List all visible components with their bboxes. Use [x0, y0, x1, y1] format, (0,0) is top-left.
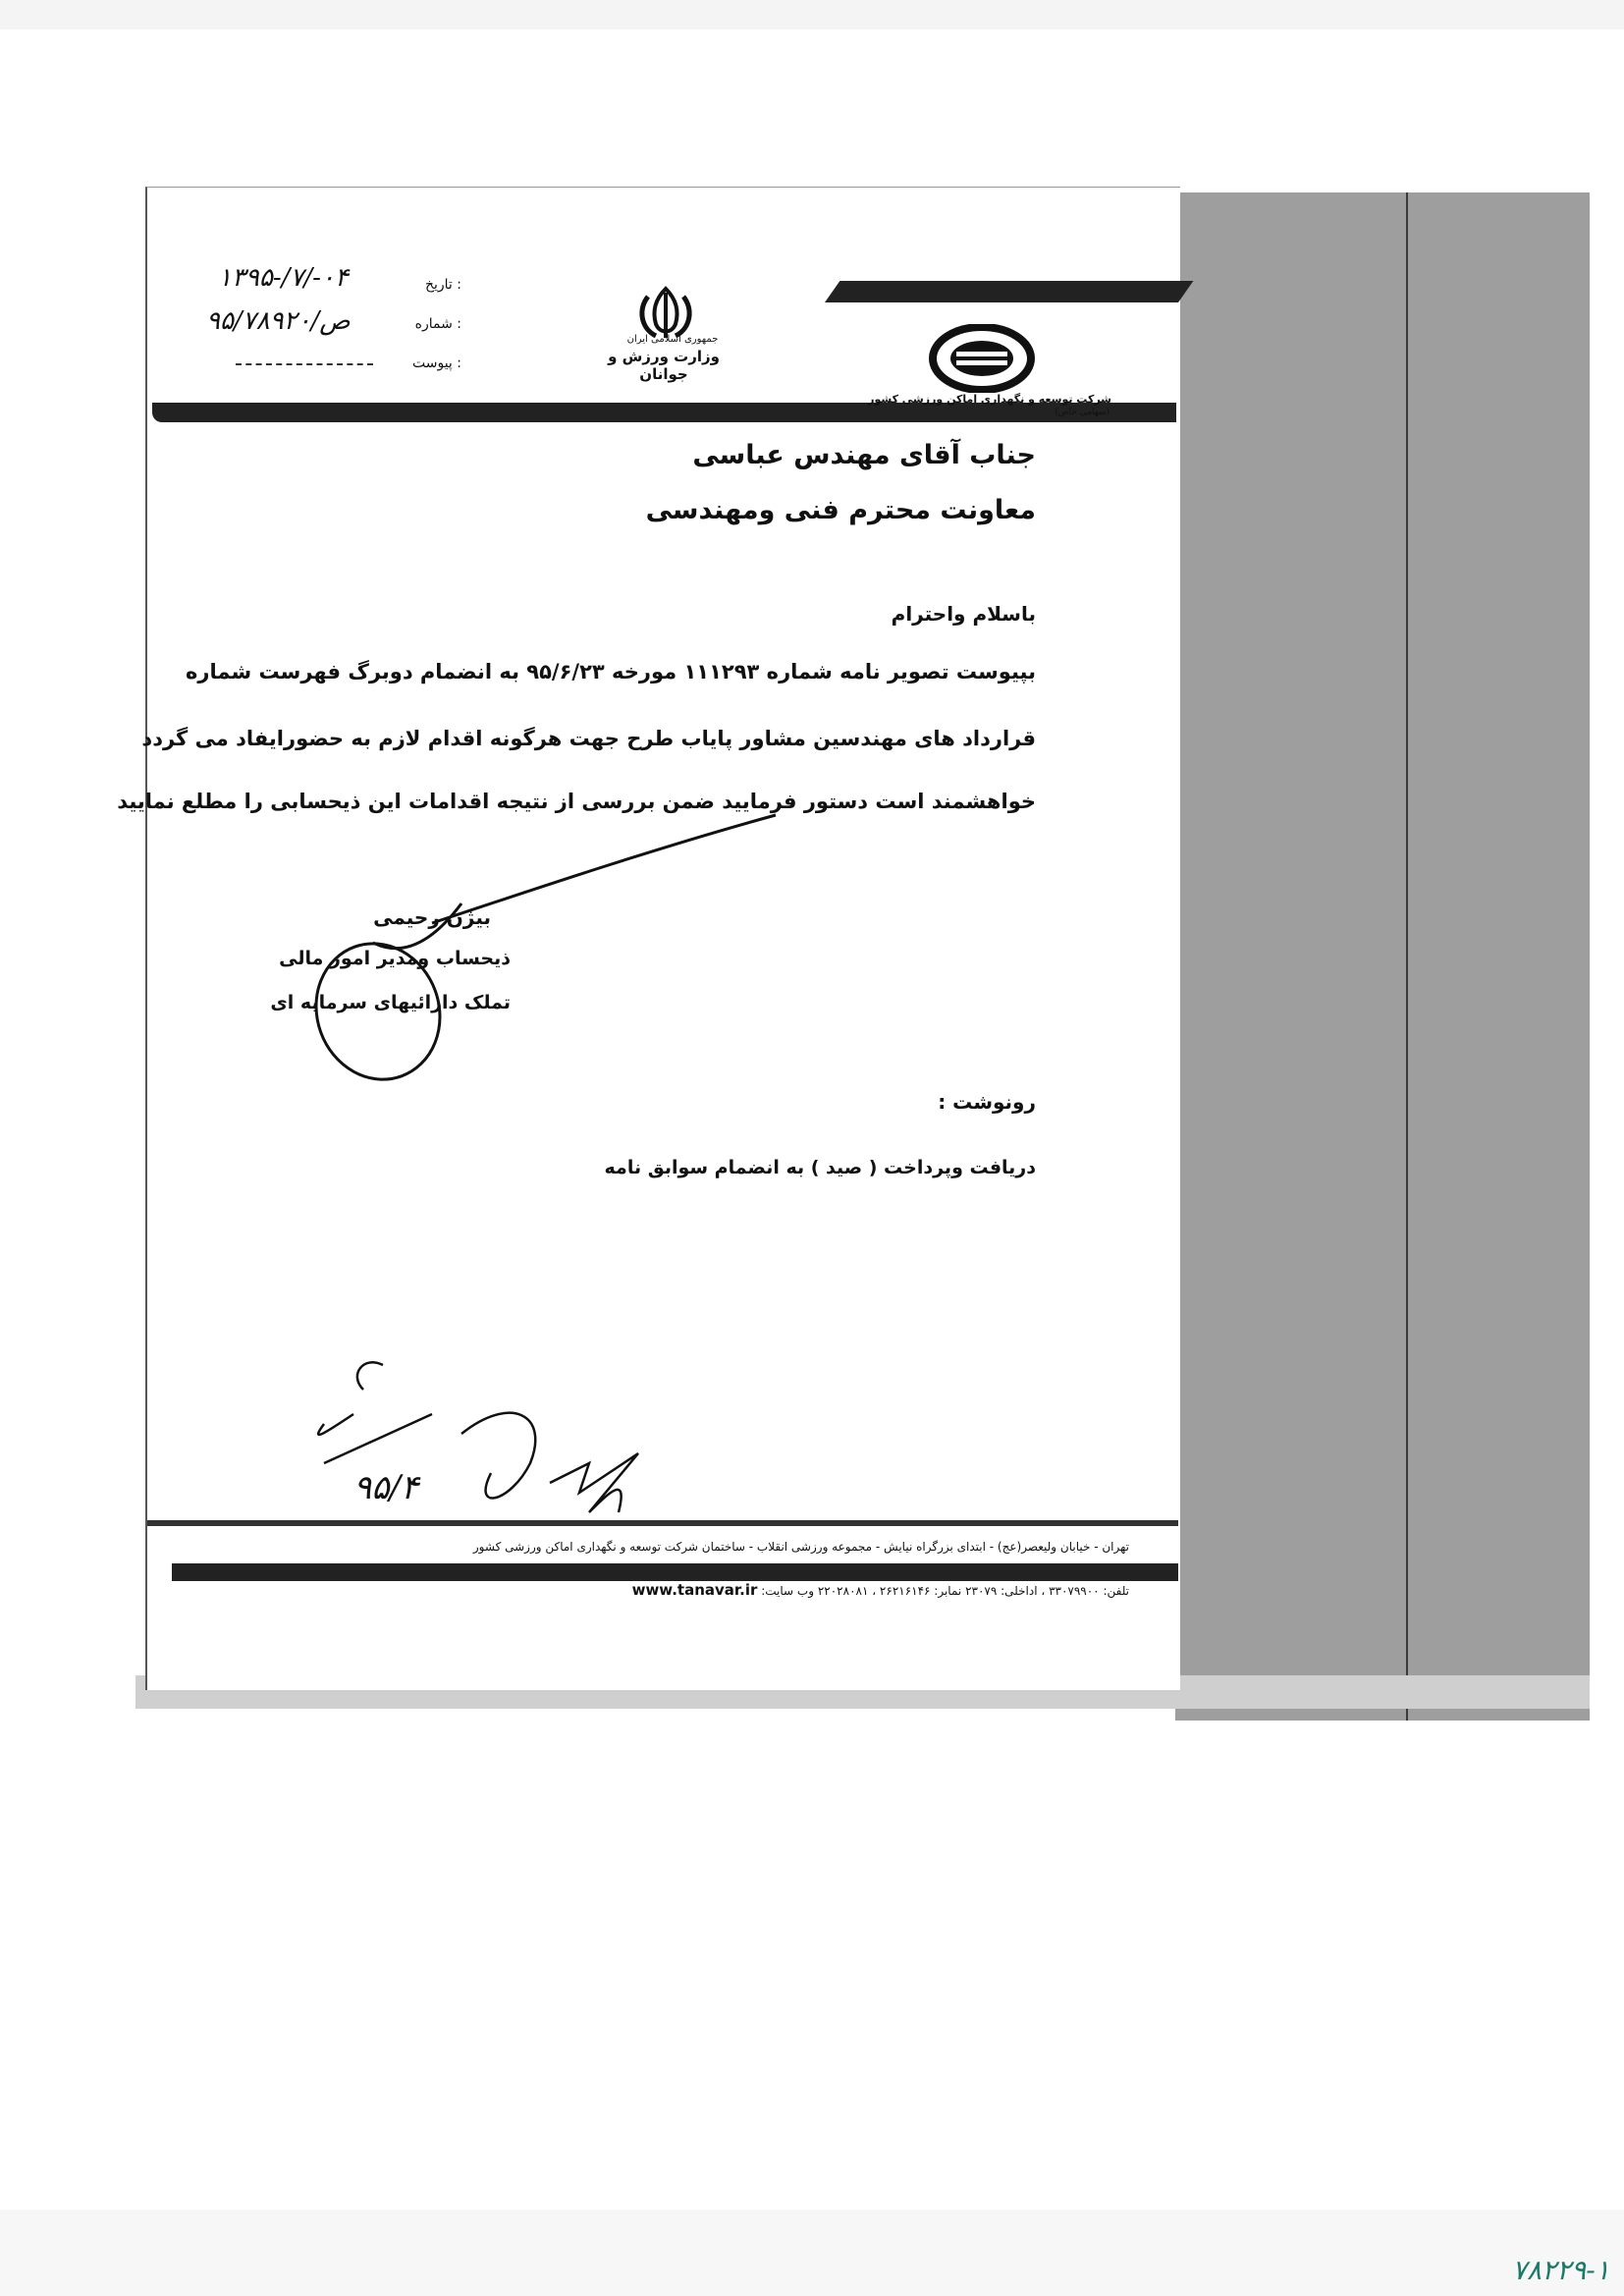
company-type: (سهامی خاص) — [1055, 408, 1110, 417]
signer-name: بیژن رحیمی — [373, 905, 491, 929]
header-diagonal-stripe — [825, 281, 1193, 302]
footer-top-line — [147, 1520, 1178, 1526]
body-line-2: قرارداد های مهندسین مشاور پایاب طرح جهت هرگونه اقدام لازم به حضورایفاد می گردد — [141, 727, 1036, 750]
margin-handwritten-note: ۹۵/۴ — [353, 1468, 419, 1507]
date-value: ۱۳۹۵-/۷/-۰۴ — [218, 263, 349, 293]
cc-line-1: دریافت وپرداخت ( صید ) به انضمام سوابق نامه — [604, 1157, 1036, 1178]
scan-edge-bottom — [0, 2210, 1624, 2296]
cc-label: رونوشت : — [938, 1090, 1036, 1114]
company-logo-icon — [927, 324, 1037, 393]
body-line-1: بپیوست تصویر نامه شماره ۱۱۱۲۹۳ مورخه ۹۵/۶/۲۳ به انضمام دوبرگ فهرست شماره — [186, 660, 1036, 683]
greeting: باسلام واحترام — [891, 602, 1036, 626]
footer-address: تهران - خیابان ولیعصر(عج) - ابتدای بزرگراه نیایش - مجموعه ورزشی انقلاب - ساختمان شرکت توسعه و نگهداری اماکن ورزشی کشور — [472, 1540, 1129, 1554]
company-name: شرکت توسعه و نگهداری اماکن ورزشی کشور — [868, 393, 1111, 406]
attachment-label: پیوست : — [411, 355, 461, 371]
addressee-name: جناب آقای مهندس عباسی — [692, 440, 1036, 470]
footer-stripe — [172, 1563, 1178, 1581]
scan-edge-top — [0, 0, 1624, 29]
number-label: شماره : — [414, 316, 461, 332]
footer-contact-text: تلفن: ۳۳۰۷۹۹۰۰ ، اداخلی: ۲۳۰۷۹ نمابر: ۲۶۲۱۶۱۴۶ ، ۲۲۰۲۸۰۸۱ وب سایت: — [761, 1584, 1129, 1598]
footer-website-link[interactable]: www.tanavar.ir — [631, 1581, 758, 1599]
signer-title-2: تملک دارائیهای سرمایه ای — [270, 992, 511, 1013]
page-number: ۷۸۲۲۹-۱ — [1512, 2254, 1610, 2286]
body-line-3: خواهشمند است دستور فرمایید ضمن بررسی از نتیجه اقدامات این ذیحسابی را مطلع نمایید — [117, 790, 1036, 813]
ministry-subtitle: جمهوری اسلامی ایران — [626, 334, 719, 345]
attachment-blank — [236, 363, 373, 365]
addressee-title: معاونت محترم فنی ومهندسی — [645, 495, 1036, 525]
number-value: ۹۵/ص/۷۸۹۲۰ — [206, 306, 351, 336]
scanner-divider-line — [1406, 192, 1408, 1721]
footer-contact — [393, 1581, 1129, 1599]
signer-title-1: ذیحساب ومدیر امور مالی — [279, 948, 511, 969]
date-label: تاریخ : — [424, 277, 461, 293]
ministry-name: وزارت ورزش و جوانان — [608, 348, 720, 383]
scanner-gray-area — [1175, 192, 1590, 1721]
